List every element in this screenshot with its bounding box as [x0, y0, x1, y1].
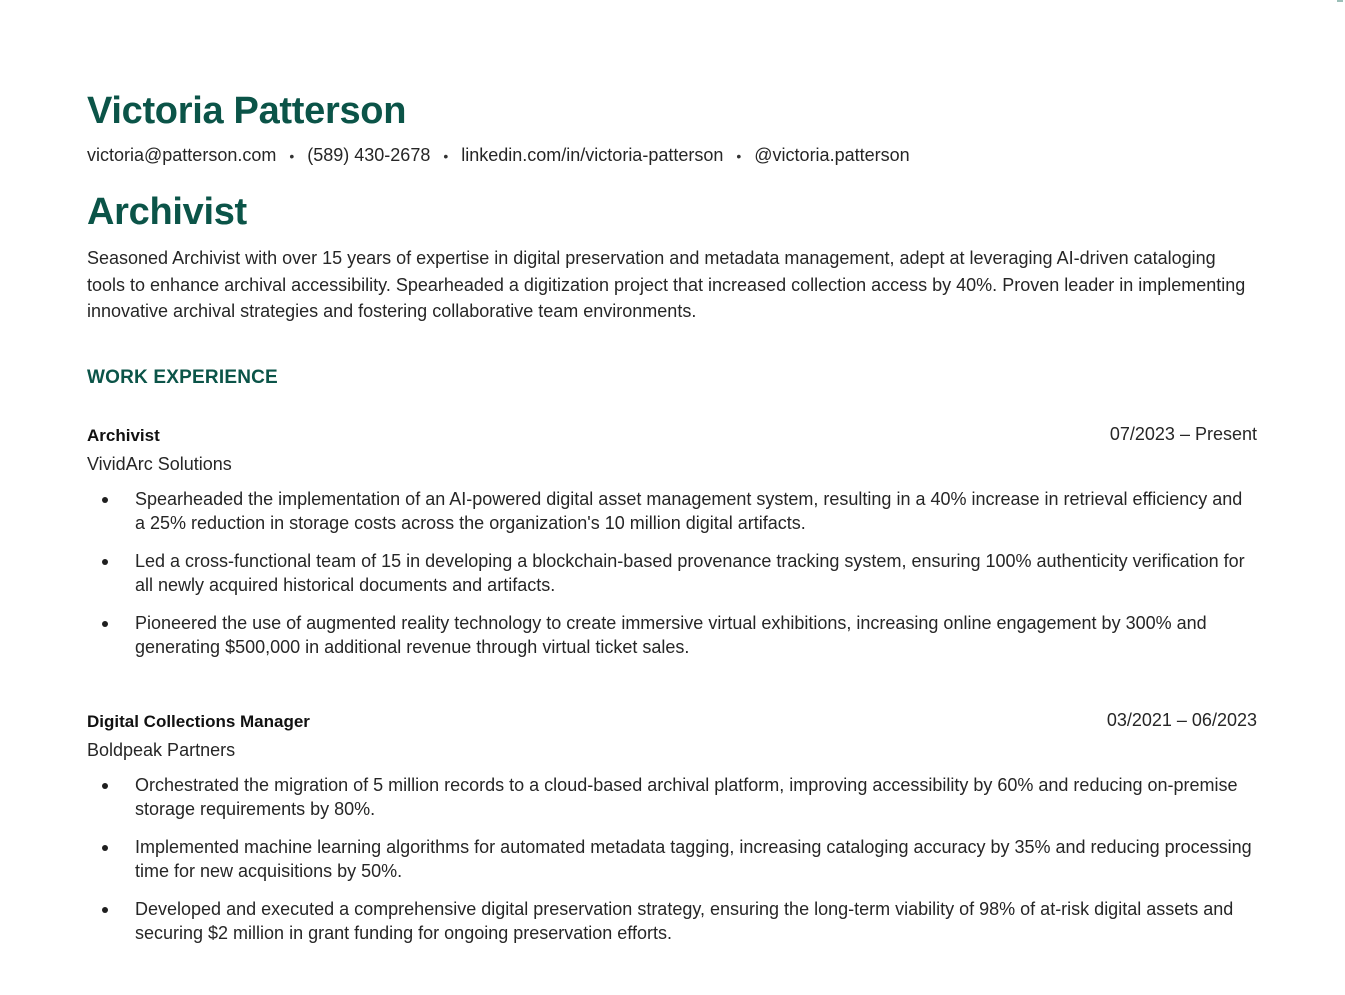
- bullet-icon: [102, 845, 108, 851]
- corner-decoration: [1337, 0, 1343, 2]
- separator-dot: •: [289, 147, 295, 164]
- section-title-work-experience: WORK EXPERIENCE: [87, 367, 278, 388]
- bullet-text: Led a cross-functional team of 15 in developing a blockchain-based provenance tracking system, ensuring 100% authenticity verification for all newly acquired historical documents and artifacts.: [135, 551, 1245, 595]
- contact-line: [87, 145, 910, 166]
- bullet-item: [87, 488, 1257, 535]
- job-entry: [87, 710, 1257, 960]
- job-header: [87, 710, 1257, 738]
- separator-dot: •: [736, 147, 742, 164]
- job-title: Archivist: [87, 426, 160, 445]
- bullet-icon: [102, 907, 108, 913]
- bullet-item: [87, 898, 1257, 945]
- bullet-icon: [102, 783, 108, 789]
- job-dates: 03/2021 – 06/2023: [1106, 710, 1257, 730]
- job-bullets: [87, 774, 1257, 945]
- bullet-text: Pioneered the use of augmented reality technology to create immersive virtual exhibitions, increasing online engagement by 300% and generating $500,000 in additional revenue through virtual ticket sales.: [135, 613, 1207, 657]
- bullet-icon: [102, 497, 108, 503]
- bullet-text: Implemented machine learning algorithms for automated metadata tagging, increasing cataloging accuracy by 35% and reducing processing time for new acquisitions by 50%.: [135, 837, 1252, 881]
- bullet-icon: [102, 559, 108, 565]
- contact-linkedin[interactable]: linkedin.com/in/victoria-patterson: [461, 145, 724, 165]
- job-bullets: [87, 488, 1257, 659]
- contact-social[interactable]: @victoria.patterson: [754, 145, 910, 165]
- bullet-text: Developed and executed a comprehensive digital preservation strategy, ensuring the long-term viability of 98% of at-risk digital assets and securing $2 million in grant funding for ongoing preservation efforts.: [135, 899, 1234, 943]
- bullet-text: Orchestrated the migration of 5 million records to a cloud-based archival platform, improving accessibility by 60% and reducing on-premise storage requirements by 80%.: [135, 775, 1238, 819]
- candidate-name: Victoria Patterson: [87, 90, 407, 132]
- bullet-item: [87, 550, 1257, 597]
- bullet-icon: [102, 621, 108, 627]
- professional-summary: Seasoned Archivist with over 15 years of expertise in digital preservation and metadata management, adept at leveraging AI-driven cataloging tools to enhance archival accessibility. Spearheaded a digitization project that increased collection access by 40%. Proven leader in implementing innovative archival strategies and fostering collaborative team environments.: [87, 248, 1246, 321]
- job-title: Digital Collections Manager: [87, 712, 310, 731]
- bullet-item: [87, 612, 1257, 659]
- bullet-item: [87, 836, 1257, 883]
- job-dates: 07/2023 – Present: [1109, 424, 1257, 444]
- separator-dot: •: [443, 147, 449, 164]
- job-company: Boldpeak Partners: [87, 740, 236, 760]
- contact-email[interactable]: victoria@patterson.com: [87, 145, 277, 165]
- professional-headline: Archivist: [87, 191, 247, 233]
- job-entry: [87, 424, 1257, 674]
- bullet-item: [87, 774, 1257, 821]
- bullet-text: Spearheaded the implementation of an AI-powered digital asset management system, resulting in a 40% increase in retrieval efficiency and a 25% reduction in storage costs across the organization's 10 million digital artifacts.: [135, 489, 1243, 533]
- job-company: VividArc Solutions: [87, 454, 232, 474]
- job-header: [87, 424, 1257, 452]
- contact-phone[interactable]: (589) 430-2678: [307, 145, 431, 165]
